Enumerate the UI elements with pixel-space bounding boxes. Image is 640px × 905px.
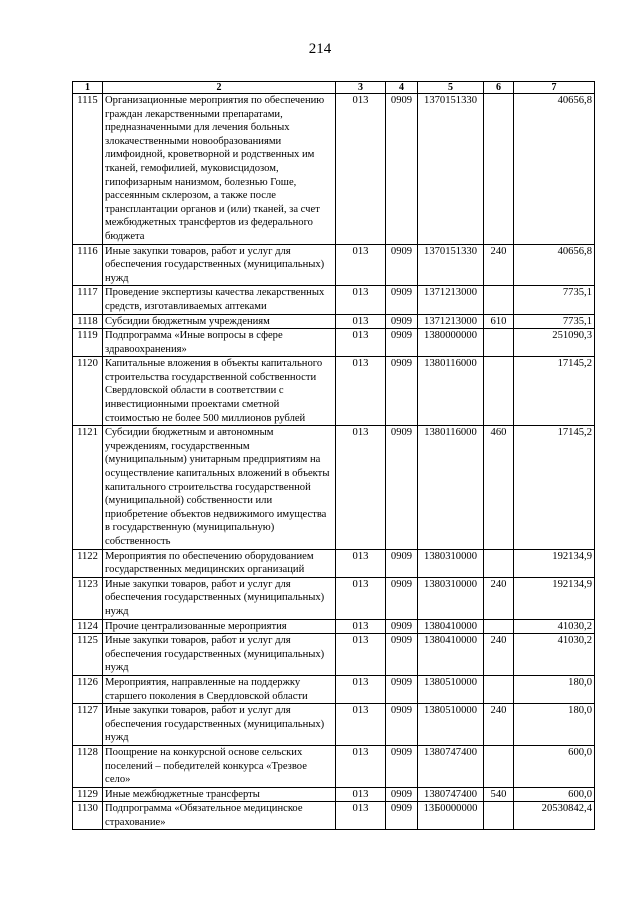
- row-target-code: 1370151330: [418, 244, 484, 286]
- row-section-code: 0909: [386, 314, 418, 329]
- row-name: Субсидии бюджетным учреждениям: [103, 314, 336, 329]
- row-number: 1123: [73, 577, 103, 619]
- header-row: [73, 82, 595, 94]
- row-section-code: 0909: [386, 675, 418, 703]
- row-ministry-code: 013: [336, 357, 386, 426]
- col-header-7: 7: [514, 82, 595, 94]
- row-number: 1130: [73, 802, 103, 830]
- row-section-code: 0909: [386, 286, 418, 314]
- row-section-code: 0909: [386, 802, 418, 830]
- row-ministry-code: 013: [336, 675, 386, 703]
- row-ministry-code: 013: [336, 619, 386, 634]
- row-number: 1120: [73, 357, 103, 426]
- row-amount: 600,0: [514, 745, 595, 787]
- row-target-code: 1380116000: [418, 426, 484, 549]
- row-ministry-code: 013: [336, 787, 386, 802]
- row-expense-type: [484, 802, 514, 830]
- col-header-3: 3: [336, 82, 386, 94]
- row-amount: 41030,2: [514, 619, 595, 634]
- row-target-code: 1380410000: [418, 634, 484, 676]
- col-header-1: 1: [73, 82, 103, 94]
- row-amount: 17145,2: [514, 357, 595, 426]
- row-expense-type: 240: [484, 244, 514, 286]
- row-section-code: 0909: [386, 426, 418, 549]
- row-ministry-code: 013: [336, 244, 386, 286]
- row-expense-type: [484, 94, 514, 245]
- table-row: [73, 577, 595, 619]
- row-name: Проведение экспертизы качества лекарственных средств, изготавливаемых аптеками: [103, 286, 336, 314]
- col-header-4: 4: [386, 82, 418, 94]
- row-expense-type: [484, 745, 514, 787]
- row-expense-type: 610: [484, 314, 514, 329]
- row-section-code: 0909: [386, 549, 418, 577]
- row-target-code: 1380747400: [418, 787, 484, 802]
- row-name: Прочие централизованные мероприятия: [103, 619, 336, 634]
- row-section-code: 0909: [386, 634, 418, 676]
- row-amount: 192134,9: [514, 549, 595, 577]
- row-name: Подпрограмма «Обязательное медицинское страхование»: [103, 802, 336, 830]
- table-row: [73, 787, 595, 802]
- row-ministry-code: 013: [336, 329, 386, 357]
- row-ministry-code: 013: [336, 577, 386, 619]
- row-name: Поощрение на конкурсной основе сельских поселений – победителей конкурса «Трезвое село»: [103, 745, 336, 787]
- budget-table: [72, 81, 595, 830]
- row-target-code: 1380510000: [418, 704, 484, 746]
- col-header-2: 2: [103, 82, 336, 94]
- row-amount: 251090,3: [514, 329, 595, 357]
- row-number: 1129: [73, 787, 103, 802]
- row-expense-type: 240: [484, 577, 514, 619]
- row-target-code: 1380510000: [418, 675, 484, 703]
- row-target-code: 1380116000: [418, 357, 484, 426]
- row-ministry-code: 013: [336, 286, 386, 314]
- table-row: [73, 619, 595, 634]
- row-target-code: 1371213000: [418, 286, 484, 314]
- row-target-code: 1380747400: [418, 745, 484, 787]
- row-ministry-code: 013: [336, 314, 386, 329]
- row-expense-type: [484, 329, 514, 357]
- row-amount: 17145,2: [514, 426, 595, 549]
- row-name: Иные закупки товаров, работ и услуг для обеспечения государственных (муниципальных) нужд: [103, 244, 336, 286]
- row-number: 1125: [73, 634, 103, 676]
- row-number: 1119: [73, 329, 103, 357]
- row-number: 1117: [73, 286, 103, 314]
- row-ministry-code: 013: [336, 745, 386, 787]
- row-name: Иные закупки товаров, работ и услуг для обеспечения государственных (муниципальных) нужд: [103, 704, 336, 746]
- table-row: [73, 704, 595, 746]
- row-amount: 20530842,4: [514, 802, 595, 830]
- row-section-code: 0909: [386, 704, 418, 746]
- row-section-code: 0909: [386, 357, 418, 426]
- row-target-code: 1370151330: [418, 94, 484, 245]
- row-section-code: 0909: [386, 244, 418, 286]
- row-name: Подпрограмма «Иные вопросы в сфере здравоохранения»: [103, 329, 336, 357]
- row-amount: 192134,9: [514, 577, 595, 619]
- row-number: 1127: [73, 704, 103, 746]
- row-expense-type: 460: [484, 426, 514, 549]
- row-target-code: 1371213000: [418, 314, 484, 329]
- table-row: [73, 357, 595, 426]
- row-amount: 41030,2: [514, 634, 595, 676]
- row-number: 1124: [73, 619, 103, 634]
- row-number: 1122: [73, 549, 103, 577]
- row-target-code: 1380310000: [418, 549, 484, 577]
- row-amount: 40656,8: [514, 244, 595, 286]
- row-name: Мероприятия по обеспечению оборудованием государственных медицинских организаций: [103, 549, 336, 577]
- row-number: 1126: [73, 675, 103, 703]
- table-row: [73, 745, 595, 787]
- row-number: 1115: [73, 94, 103, 245]
- row-amount: 180,0: [514, 704, 595, 746]
- row-section-code: 0909: [386, 745, 418, 787]
- row-expense-type: 540: [484, 787, 514, 802]
- page-number: 214: [308, 41, 332, 57]
- row-section-code: 0909: [386, 577, 418, 619]
- row-name: Мероприятия, направленные на поддержку старшего поколения в Свердловской области: [103, 675, 336, 703]
- row-amount: 7735,1: [514, 286, 595, 314]
- row-expense-type: [484, 286, 514, 314]
- row-amount: 600,0: [514, 787, 595, 802]
- row-section-code: 0909: [386, 787, 418, 802]
- row-expense-type: 240: [484, 634, 514, 676]
- table-row: [73, 314, 595, 329]
- row-target-code: 1380310000: [418, 577, 484, 619]
- table-row: [73, 634, 595, 676]
- row-ministry-code: 013: [336, 94, 386, 245]
- row-target-code: 1380000000: [418, 329, 484, 357]
- row-ministry-code: 013: [336, 634, 386, 676]
- row-number: 1128: [73, 745, 103, 787]
- row-expense-type: 240: [484, 704, 514, 746]
- row-amount: 40656,8: [514, 94, 595, 245]
- row-section-code: 0909: [386, 94, 418, 245]
- table-row: [73, 426, 595, 549]
- row-expense-type: [484, 675, 514, 703]
- row-expense-type: [484, 619, 514, 634]
- row-amount: 7735,1: [514, 314, 595, 329]
- row-amount: 180,0: [514, 675, 595, 703]
- row-expense-type: [484, 357, 514, 426]
- row-name: Иные закупки товаров, работ и услуг для обеспечения государственных (муниципальных) нужд: [103, 577, 336, 619]
- row-target-code: 13Б0000000: [418, 802, 484, 830]
- col-header-5: 5: [418, 82, 484, 94]
- row-expense-type: [484, 549, 514, 577]
- row-ministry-code: 013: [336, 426, 386, 549]
- table-row: [73, 94, 595, 245]
- row-name: Иные межбюджетные трансферты: [103, 787, 336, 802]
- col-header-6: 6: [484, 82, 514, 94]
- row-number: 1118: [73, 314, 103, 329]
- table-row: [73, 286, 595, 314]
- row-number: 1116: [73, 244, 103, 286]
- table-row: [73, 802, 595, 830]
- row-section-code: 0909: [386, 619, 418, 634]
- row-name: Иные закупки товаров, работ и услуг для обеспечения государственных (муниципальных) нужд: [103, 634, 336, 676]
- row-target-code: 1380410000: [418, 619, 484, 634]
- table-row: [73, 549, 595, 577]
- row-ministry-code: 013: [336, 704, 386, 746]
- row-name: Организационные мероприятия по обеспечению граждан лекарственными препаратами, предназначенными для лечения больных злокачественными новообразованиями лимфоидной, кроветворной и родственных им тканей, гемофилией, муковисцидозом, гипофизарным нанизмом, болезнью Гоше, рассеянным склерозом, а также после трансплантации органов и (или) тканей, за счет межбюджетных трансфертов из федерального бюджета: [103, 94, 336, 245]
- row-name: Субсидии бюджетным и автономным учреждениям, государственным (муниципальным) унитарным предприятиям на осуществление капитальных вложений в объекты капитального строительства государственной (муниципальной) собственности или приобретение объектов недвижимого имущества в государственную (муниципальную) собственность: [103, 426, 336, 549]
- table-row: [73, 675, 595, 703]
- row-ministry-code: 013: [336, 549, 386, 577]
- row-name: Капитальные вложения в объекты капитального строительства государственной собственности Свердловской области в соответствии с инвестиционными проектами сметной стоимостью не более 500 миллионов рублей: [103, 357, 336, 426]
- row-ministry-code: 013: [336, 802, 386, 830]
- table-row: [73, 329, 595, 357]
- row-number: 1121: [73, 426, 103, 549]
- table-row: [73, 244, 595, 286]
- row-section-code: 0909: [386, 329, 418, 357]
